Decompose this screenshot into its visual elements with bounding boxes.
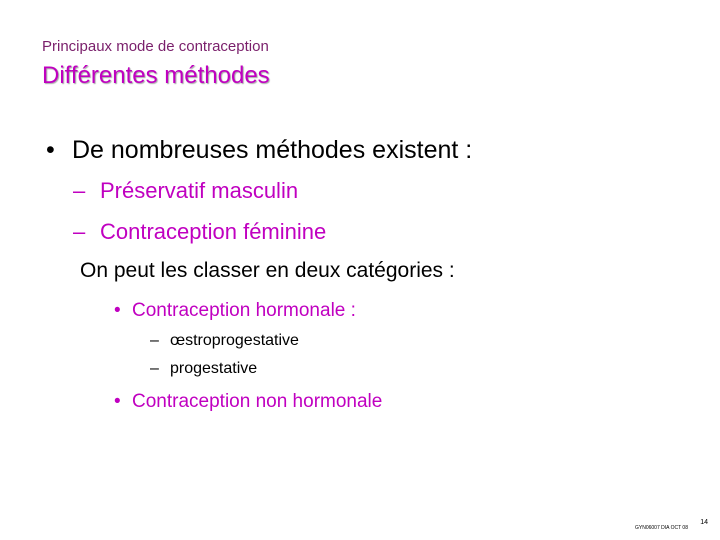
category-label: Contraception hormonale :	[132, 300, 356, 321]
bullet-dot-icon: •	[114, 300, 121, 321]
dash-icon: –	[73, 178, 86, 203]
main-bullet-text: De nombreuses méthodes existent :	[72, 136, 473, 164]
category-label: Contraception non hormonale	[132, 391, 383, 412]
dash-icon: –	[73, 219, 86, 244]
bullet-dot-icon: •	[114, 391, 121, 412]
dash-icon: –	[150, 332, 159, 349]
list-item-preservatif	[73, 178, 298, 204]
subitem-oestroprogestative	[150, 332, 299, 350]
slide-subtitle: Principaux mode de contraception	[42, 38, 269, 55]
footer-code: GYN06007 DIA OCT 08	[635, 525, 688, 531]
list-item-contraception-feminine	[73, 219, 326, 245]
page-number: 14	[700, 519, 708, 526]
list-item-text: Contraception féminine	[100, 219, 327, 244]
subitem-text: progestative	[170, 360, 258, 377]
slide-title: Différentes méthodes	[42, 62, 270, 89]
category-hormonale	[114, 300, 356, 322]
subitem-progestative	[150, 360, 257, 378]
category-non-hormonale	[114, 391, 382, 413]
classify-text: On peut les classer en deux catégories :	[80, 259, 455, 282]
main-bullet	[46, 136, 472, 165]
dash-icon: –	[150, 360, 159, 377]
list-item-text: Préservatif masculin	[100, 178, 299, 203]
bullet-dot-icon: •	[46, 136, 55, 164]
subitem-text: œstroprogestative	[170, 332, 299, 349]
